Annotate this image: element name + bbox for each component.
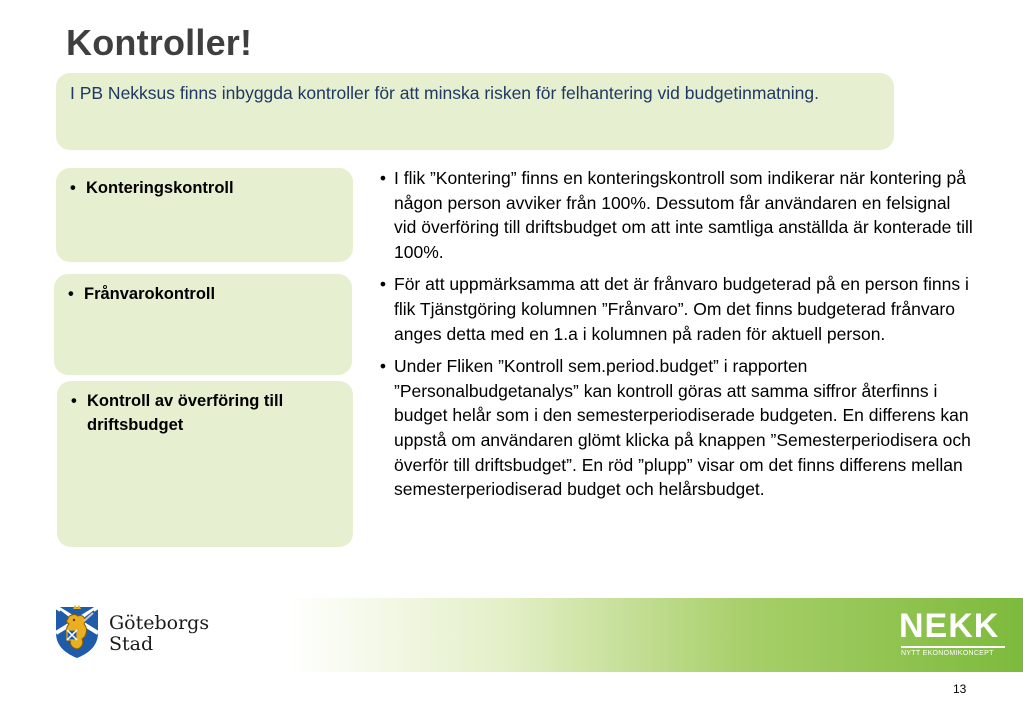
bullet: • bbox=[70, 179, 76, 197]
detail-text: För att uppmärksamma att det är frånvaro budgeterad på en person finns i flik Tjänstgöring kolumnen ”Frånvaro”. Om det finns budgeterad frånvaro anges detta med en 1.a i kolumnen på raden för aktuell person. bbox=[394, 274, 969, 344]
bullet: • bbox=[68, 285, 74, 303]
detail-paragraph bbox=[372, 272, 977, 346]
nekk-tagline: NYTT EKONOMIKONCEPT bbox=[901, 650, 994, 657]
control-label: Frånvarokontroll bbox=[84, 285, 216, 303]
intro-text: I PB Nekksus finns inbyggda kontroller för att minska risken för felhantering vid budgetinmatning. bbox=[70, 83, 819, 103]
page-number: 13 bbox=[953, 682, 967, 696]
goteborgs-stad-wordmark bbox=[109, 613, 209, 655]
slide-title: Kontroller! bbox=[66, 22, 253, 63]
control-item bbox=[68, 282, 338, 306]
bullet: • bbox=[379, 274, 387, 295]
detail-text: Under Fliken ”Kontroll sem.period.budget” i rapporten ”Personalbudgetanalys” kan kontroll göras att samma siffror återfinns i budget helår som i den semesterperiodiserade budgeten. En differens kan uppstå om användaren glömt klicka på knappen ”Semesterperiodisera och överför till driftsbudget”. En röd ”plupp” visar om det finns differens mellan semesterperiodiserad budget och helårsbudget. bbox=[394, 356, 971, 500]
control-item bbox=[70, 176, 339, 200]
bullet: • bbox=[379, 168, 387, 188]
goteborgs-stad-logo bbox=[53, 603, 223, 661]
control-label: Kontroll av överföring till driftsbudget bbox=[87, 392, 284, 434]
bullet: • bbox=[71, 392, 77, 410]
control-box-overforing bbox=[57, 381, 353, 547]
logo-line-2: Stad bbox=[109, 633, 154, 655]
control-box-kontering bbox=[56, 168, 353, 262]
detail-paragraph bbox=[372, 354, 977, 502]
control-label: Konteringskontroll bbox=[86, 179, 234, 197]
details-list bbox=[372, 166, 977, 510]
control-box-franvaro bbox=[54, 274, 352, 375]
crest-icon bbox=[53, 603, 101, 659]
detail-paragraph bbox=[372, 166, 977, 264]
nekk-divider bbox=[901, 646, 1005, 648]
bullet: • bbox=[379, 356, 387, 377]
nekk-wordmark: NEKK bbox=[899, 607, 1000, 645]
logo-line-1: Göteborgs bbox=[109, 612, 210, 634]
nekk-logo bbox=[895, 606, 1011, 664]
detail-text: I flik ”Kontering” finns en konteringskontroll som indikerar när kontering på någon person avviker från 100%. Dessutom får användaren en felsignal vid överföring till driftsbudget om att inte samtliga anställda är konterade till 100%. bbox=[394, 168, 973, 262]
intro-box bbox=[56, 73, 894, 150]
control-item bbox=[71, 389, 339, 437]
